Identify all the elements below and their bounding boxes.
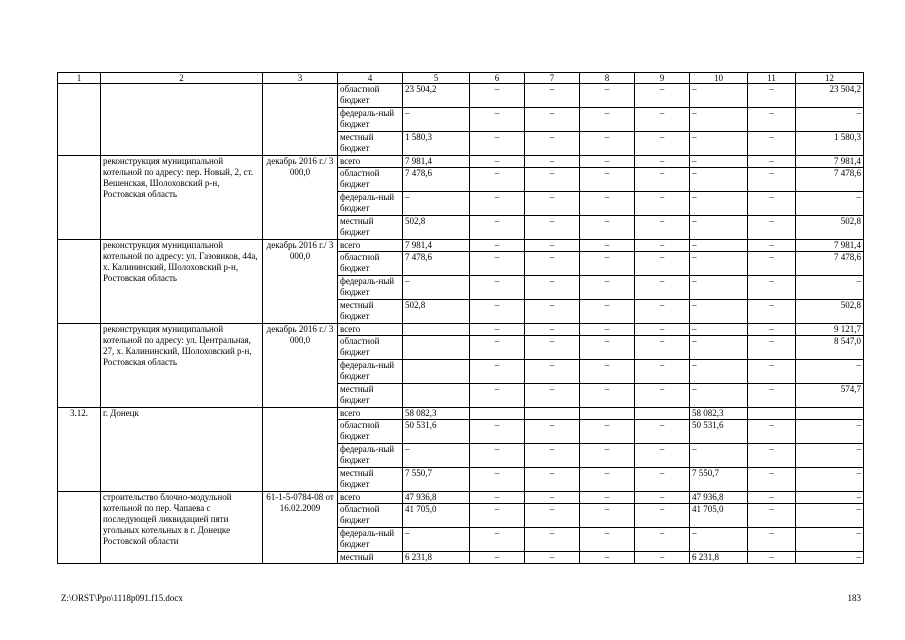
amount-cell: 7 550,7 <box>690 468 748 492</box>
amount-cell: – <box>635 132 690 156</box>
amount-cell: – <box>525 300 580 324</box>
amount-cell: – <box>470 252 525 276</box>
amount-cell: – <box>748 336 796 360</box>
amount-cell: 1 580,3 <box>403 132 470 156</box>
amount-cell: – <box>748 324 796 336</box>
amount-cell: – <box>470 360 525 384</box>
amount-cell: – <box>525 252 580 276</box>
table-row <box>58 408 864 420</box>
amount-cell: – <box>525 192 580 216</box>
amount-cell <box>403 360 470 384</box>
header-cell: 12 <box>796 73 864 84</box>
amount-cell: 502,8 <box>403 300 470 324</box>
amount-cell: – <box>525 468 580 492</box>
amount-cell: – <box>635 84 690 108</box>
amount-cell: – <box>635 336 690 360</box>
amount-cell: – <box>748 420 796 444</box>
funding-source-cell: федераль-ный бюджет <box>338 108 403 132</box>
amount-cell: – <box>470 420 525 444</box>
funding-source-cell: областной бюджет <box>338 168 403 192</box>
amount-cell <box>403 384 470 408</box>
document-cell: 61-1-5-0784-08 от 16.02.2009 <box>263 492 338 564</box>
amount-cell: 41 705,0 <box>403 504 470 528</box>
amount-cell: – <box>635 240 690 252</box>
budget-table <box>57 72 864 564</box>
amount-cell: 47 936,8 <box>403 492 470 504</box>
amount-cell: – <box>580 84 635 108</box>
amount-cell: – <box>796 108 864 132</box>
amount-cell: 7 981,4 <box>796 156 864 168</box>
amount-cell: – <box>635 252 690 276</box>
funding-source-cell: местный <box>338 552 403 564</box>
amount-cell: – <box>580 108 635 132</box>
amount-cell: – <box>580 324 635 336</box>
object-name-cell: г. Донецк <box>101 408 263 492</box>
amount-cell: – <box>580 240 635 252</box>
header-cell: 3 <box>263 73 338 84</box>
amount-cell: – <box>748 492 796 504</box>
amount-cell: – <box>796 420 864 444</box>
amount-cell: – <box>796 504 864 528</box>
amount-cell: – <box>690 84 748 108</box>
funding-source-cell: федераль-ный бюджет <box>338 528 403 552</box>
amount-cell: – <box>525 216 580 240</box>
amount-cell: – <box>580 276 635 300</box>
item-number-cell <box>58 324 101 408</box>
amount-cell: – <box>470 504 525 528</box>
funding-source-cell: всего <box>338 240 403 252</box>
amount-cell: 7 550,7 <box>403 468 470 492</box>
funding-source-cell: всего <box>338 324 403 336</box>
amount-cell: – <box>525 156 580 168</box>
amount-cell: – <box>796 360 864 384</box>
amount-cell: – <box>470 240 525 252</box>
amount-cell: – <box>635 552 690 564</box>
amount-cell: – <box>580 492 635 504</box>
amount-cell: 7 478,6 <box>796 168 864 192</box>
amount-cell: – <box>525 360 580 384</box>
funding-source-cell: областной бюджет <box>338 420 403 444</box>
amount-cell: 6 231,8 <box>690 552 748 564</box>
amount-cell: – <box>635 528 690 552</box>
amount-cell: 502,8 <box>403 216 470 240</box>
funding-source-cell: федераль-ный бюджет <box>338 360 403 384</box>
footer-file-path: Z:\ORST\Ppo\1118p091.f15.docx <box>61 593 183 603</box>
amount-cell: – <box>748 240 796 252</box>
funding-source-cell: областной бюджет <box>338 252 403 276</box>
header-cell: 9 <box>635 73 690 84</box>
item-number-cell <box>58 492 101 564</box>
amount-cell: – <box>796 444 864 468</box>
amount-cell: 23 504,2 <box>796 84 864 108</box>
amount-cell: 9 121,7 <box>796 324 864 336</box>
funding-source-cell: местный бюджет <box>338 468 403 492</box>
funding-source-cell: местный бюджет <box>338 216 403 240</box>
amount-cell: – <box>635 300 690 324</box>
amount-cell: – <box>690 444 748 468</box>
amount-cell: – <box>525 84 580 108</box>
item-number-cell: 3.12. <box>58 408 101 492</box>
amount-cell <box>635 408 690 420</box>
amount-cell: – <box>580 300 635 324</box>
amount-cell: – <box>525 324 580 336</box>
amount-cell: – <box>690 168 748 192</box>
amount-cell: – <box>580 552 635 564</box>
amount-cell: – <box>748 468 796 492</box>
amount-cell: 7 981,4 <box>403 240 470 252</box>
amount-cell: – <box>748 528 796 552</box>
funding-source-cell: всего <box>338 408 403 420</box>
funding-source-cell: федераль-ный бюджет <box>338 276 403 300</box>
amount-cell: – <box>748 252 796 276</box>
amount-cell: – <box>635 420 690 444</box>
amount-cell: – <box>635 468 690 492</box>
amount-cell: – <box>748 360 796 384</box>
amount-cell <box>525 408 580 420</box>
amount-cell: – <box>525 384 580 408</box>
header-cell: 6 <box>470 73 525 84</box>
amount-cell: – <box>690 528 748 552</box>
amount-cell: – <box>580 384 635 408</box>
amount-cell: – <box>635 192 690 216</box>
amount-cell: – <box>470 132 525 156</box>
amount-cell: – <box>635 216 690 240</box>
amount-cell: 58 082,3 <box>690 408 748 420</box>
amount-cell: – <box>690 324 748 336</box>
funding-source-cell: местный бюджет <box>338 384 403 408</box>
amount-cell: – <box>635 384 690 408</box>
amount-cell: – <box>525 336 580 360</box>
amount-cell: 502,8 <box>796 300 864 324</box>
amount-cell: 7 478,6 <box>796 252 864 276</box>
amount-cell: – <box>748 168 796 192</box>
funding-source-cell: местный бюджет <box>338 132 403 156</box>
document-cell: декабрь 2016 г./ 3 000,0 <box>263 156 338 240</box>
amount-cell: – <box>635 108 690 132</box>
amount-cell: 58 082,3 <box>403 408 470 420</box>
amount-cell: – <box>470 384 525 408</box>
header-cell: 4 <box>338 73 403 84</box>
amount-cell: – <box>525 276 580 300</box>
amount-cell: 41 705,0 <box>690 504 748 528</box>
amount-cell: – <box>635 156 690 168</box>
amount-cell: 6 231,8 <box>403 552 470 564</box>
object-name-cell: реконструкция муниципальной котельной по адресу: пер. Новый, 2, ст. Вешенская, Шолоховский р-н, Ростовская область <box>101 156 263 240</box>
amount-cell: – <box>796 468 864 492</box>
document-cell <box>263 84 338 156</box>
amount-cell: – <box>635 168 690 192</box>
amount-cell: – <box>748 300 796 324</box>
amount-cell: 47 936,8 <box>690 492 748 504</box>
amount-cell: – <box>470 468 525 492</box>
funding-source-cell: всего <box>338 156 403 168</box>
funding-source-cell: всего <box>338 492 403 504</box>
amount-cell: – <box>690 336 748 360</box>
amount-cell: – <box>690 240 748 252</box>
amount-cell: 1 580,3 <box>796 132 864 156</box>
amount-cell: – <box>635 360 690 384</box>
amount-cell <box>796 408 864 420</box>
amount-cell: 7 981,4 <box>403 156 470 168</box>
table-row <box>58 492 864 504</box>
amount-cell: 50 531,6 <box>690 420 748 444</box>
amount-cell: – <box>580 192 635 216</box>
amount-cell: – <box>580 168 635 192</box>
amount-cell: – <box>690 360 748 384</box>
funding-source-cell: федераль-ный бюджет <box>338 444 403 468</box>
amount-cell: – <box>635 492 690 504</box>
page-number: 183 <box>847 593 861 603</box>
amount-cell: – <box>525 420 580 444</box>
amount-cell: – <box>748 84 796 108</box>
amount-cell: – <box>470 528 525 552</box>
funding-source-cell: местный бюджет <box>338 300 403 324</box>
object-name-cell: реконструкция муниципальной котельной по адресу: ул. Центральная, 27, х. Калининский, Шолоховский р-н, Ростовская область <box>101 324 263 408</box>
amount-cell: – <box>403 108 470 132</box>
funding-source-cell: областной бюджет <box>338 504 403 528</box>
table-row <box>58 324 864 336</box>
amount-cell: – <box>525 528 580 552</box>
amount-cell: – <box>470 300 525 324</box>
document-cell: декабрь 2016 г./ 3 000,0 <box>263 240 338 324</box>
amount-cell: – <box>470 156 525 168</box>
amount-cell: – <box>525 492 580 504</box>
amount-cell: – <box>690 192 748 216</box>
amount-cell: – <box>403 276 470 300</box>
header-cell: 5 <box>403 73 470 84</box>
amount-cell: – <box>635 444 690 468</box>
amount-cell: – <box>690 300 748 324</box>
amount-cell: – <box>690 384 748 408</box>
amount-cell: – <box>748 552 796 564</box>
object-name-cell: реконструкция муниципальной котельной по адресу: ул. Газовиков, 44а, х. Калининский, Шолоховский р-н, Ростовская область <box>101 240 263 324</box>
amount-cell: – <box>525 552 580 564</box>
header-row <box>58 73 864 84</box>
amount-cell: 50 531,6 <box>403 420 470 444</box>
item-number-cell <box>58 240 101 324</box>
amount-cell: – <box>748 504 796 528</box>
amount-cell: – <box>525 240 580 252</box>
amount-cell <box>748 408 796 420</box>
amount-cell: – <box>525 168 580 192</box>
amount-cell: – <box>690 216 748 240</box>
amount-cell: – <box>690 108 748 132</box>
amount-cell <box>403 336 470 360</box>
amount-cell: – <box>470 84 525 108</box>
amount-cell: – <box>580 528 635 552</box>
object-name-cell: строительство блочно-модульной котельной по пер. Чапаева с последующей ликвидацией пяти угольных котельных в г. Донецке Ростовской области <box>101 492 263 564</box>
amount-cell <box>403 324 470 336</box>
amount-cell: – <box>470 492 525 504</box>
amount-cell: 8 547,0 <box>796 336 864 360</box>
amount-cell: 7 981,4 <box>796 240 864 252</box>
amount-cell: – <box>580 360 635 384</box>
amount-cell: – <box>470 168 525 192</box>
amount-cell: – <box>403 192 470 216</box>
header-cell: 8 <box>580 73 635 84</box>
header-cell: 2 <box>101 73 263 84</box>
amount-cell: – <box>403 444 470 468</box>
amount-cell: – <box>470 108 525 132</box>
amount-cell: – <box>748 384 796 408</box>
amount-cell: – <box>470 276 525 300</box>
table-row <box>58 240 864 252</box>
amount-cell: – <box>525 504 580 528</box>
amount-cell: – <box>748 216 796 240</box>
amount-cell: – <box>796 276 864 300</box>
amount-cell: – <box>580 156 635 168</box>
amount-cell: – <box>796 492 864 504</box>
amount-cell: – <box>470 192 525 216</box>
amount-cell: – <box>580 216 635 240</box>
amount-cell: – <box>525 108 580 132</box>
header-cell: 11 <box>748 73 796 84</box>
amount-cell: – <box>690 156 748 168</box>
amount-cell: – <box>580 420 635 444</box>
amount-cell <box>580 408 635 420</box>
funding-source-cell: областной бюджет <box>338 84 403 108</box>
amount-cell: 23 504,2 <box>403 84 470 108</box>
amount-cell: – <box>403 528 470 552</box>
item-number-cell <box>58 84 101 156</box>
amount-cell: – <box>635 504 690 528</box>
amount-cell: – <box>580 444 635 468</box>
header-cell: 1 <box>58 73 101 84</box>
amount-cell: 502,8 <box>796 216 864 240</box>
amount-cell: – <box>796 552 864 564</box>
amount-cell <box>470 408 525 420</box>
amount-cell: – <box>525 444 580 468</box>
amount-cell: – <box>470 324 525 336</box>
amount-cell: – <box>748 156 796 168</box>
amount-cell: – <box>580 504 635 528</box>
table-row <box>58 84 864 108</box>
amount-cell: 7 478,6 <box>403 168 470 192</box>
amount-cell: – <box>525 132 580 156</box>
amount-cell: – <box>470 552 525 564</box>
amount-cell: – <box>748 132 796 156</box>
document-cell: декабрь 2016 г./ 3 000,0 <box>263 324 338 408</box>
item-number-cell <box>58 156 101 240</box>
amount-cell: – <box>580 132 635 156</box>
amount-cell: – <box>470 444 525 468</box>
amount-cell: – <box>690 252 748 276</box>
header-cell: 7 <box>525 73 580 84</box>
amount-cell: – <box>580 468 635 492</box>
amount-cell: – <box>796 192 864 216</box>
amount-cell: – <box>690 276 748 300</box>
object-name-cell <box>101 84 263 156</box>
amount-cell: – <box>748 276 796 300</box>
table-row <box>58 156 864 168</box>
amount-cell: – <box>635 276 690 300</box>
amount-cell: – <box>748 108 796 132</box>
amount-cell: – <box>748 192 796 216</box>
amount-cell: – <box>635 324 690 336</box>
funding-source-cell: федераль-ный бюджет <box>338 192 403 216</box>
amount-cell: – <box>796 528 864 552</box>
amount-cell: – <box>748 444 796 468</box>
header-cell: 10 <box>690 73 748 84</box>
amount-cell: – <box>690 132 748 156</box>
funding-source-cell: областной бюджет <box>338 336 403 360</box>
amount-cell: – <box>580 252 635 276</box>
amount-cell: – <box>470 216 525 240</box>
amount-cell: 574,7 <box>796 384 864 408</box>
amount-cell: – <box>470 336 525 360</box>
document-cell <box>263 408 338 492</box>
amount-cell: – <box>580 336 635 360</box>
amount-cell: 7 478,6 <box>403 252 470 276</box>
